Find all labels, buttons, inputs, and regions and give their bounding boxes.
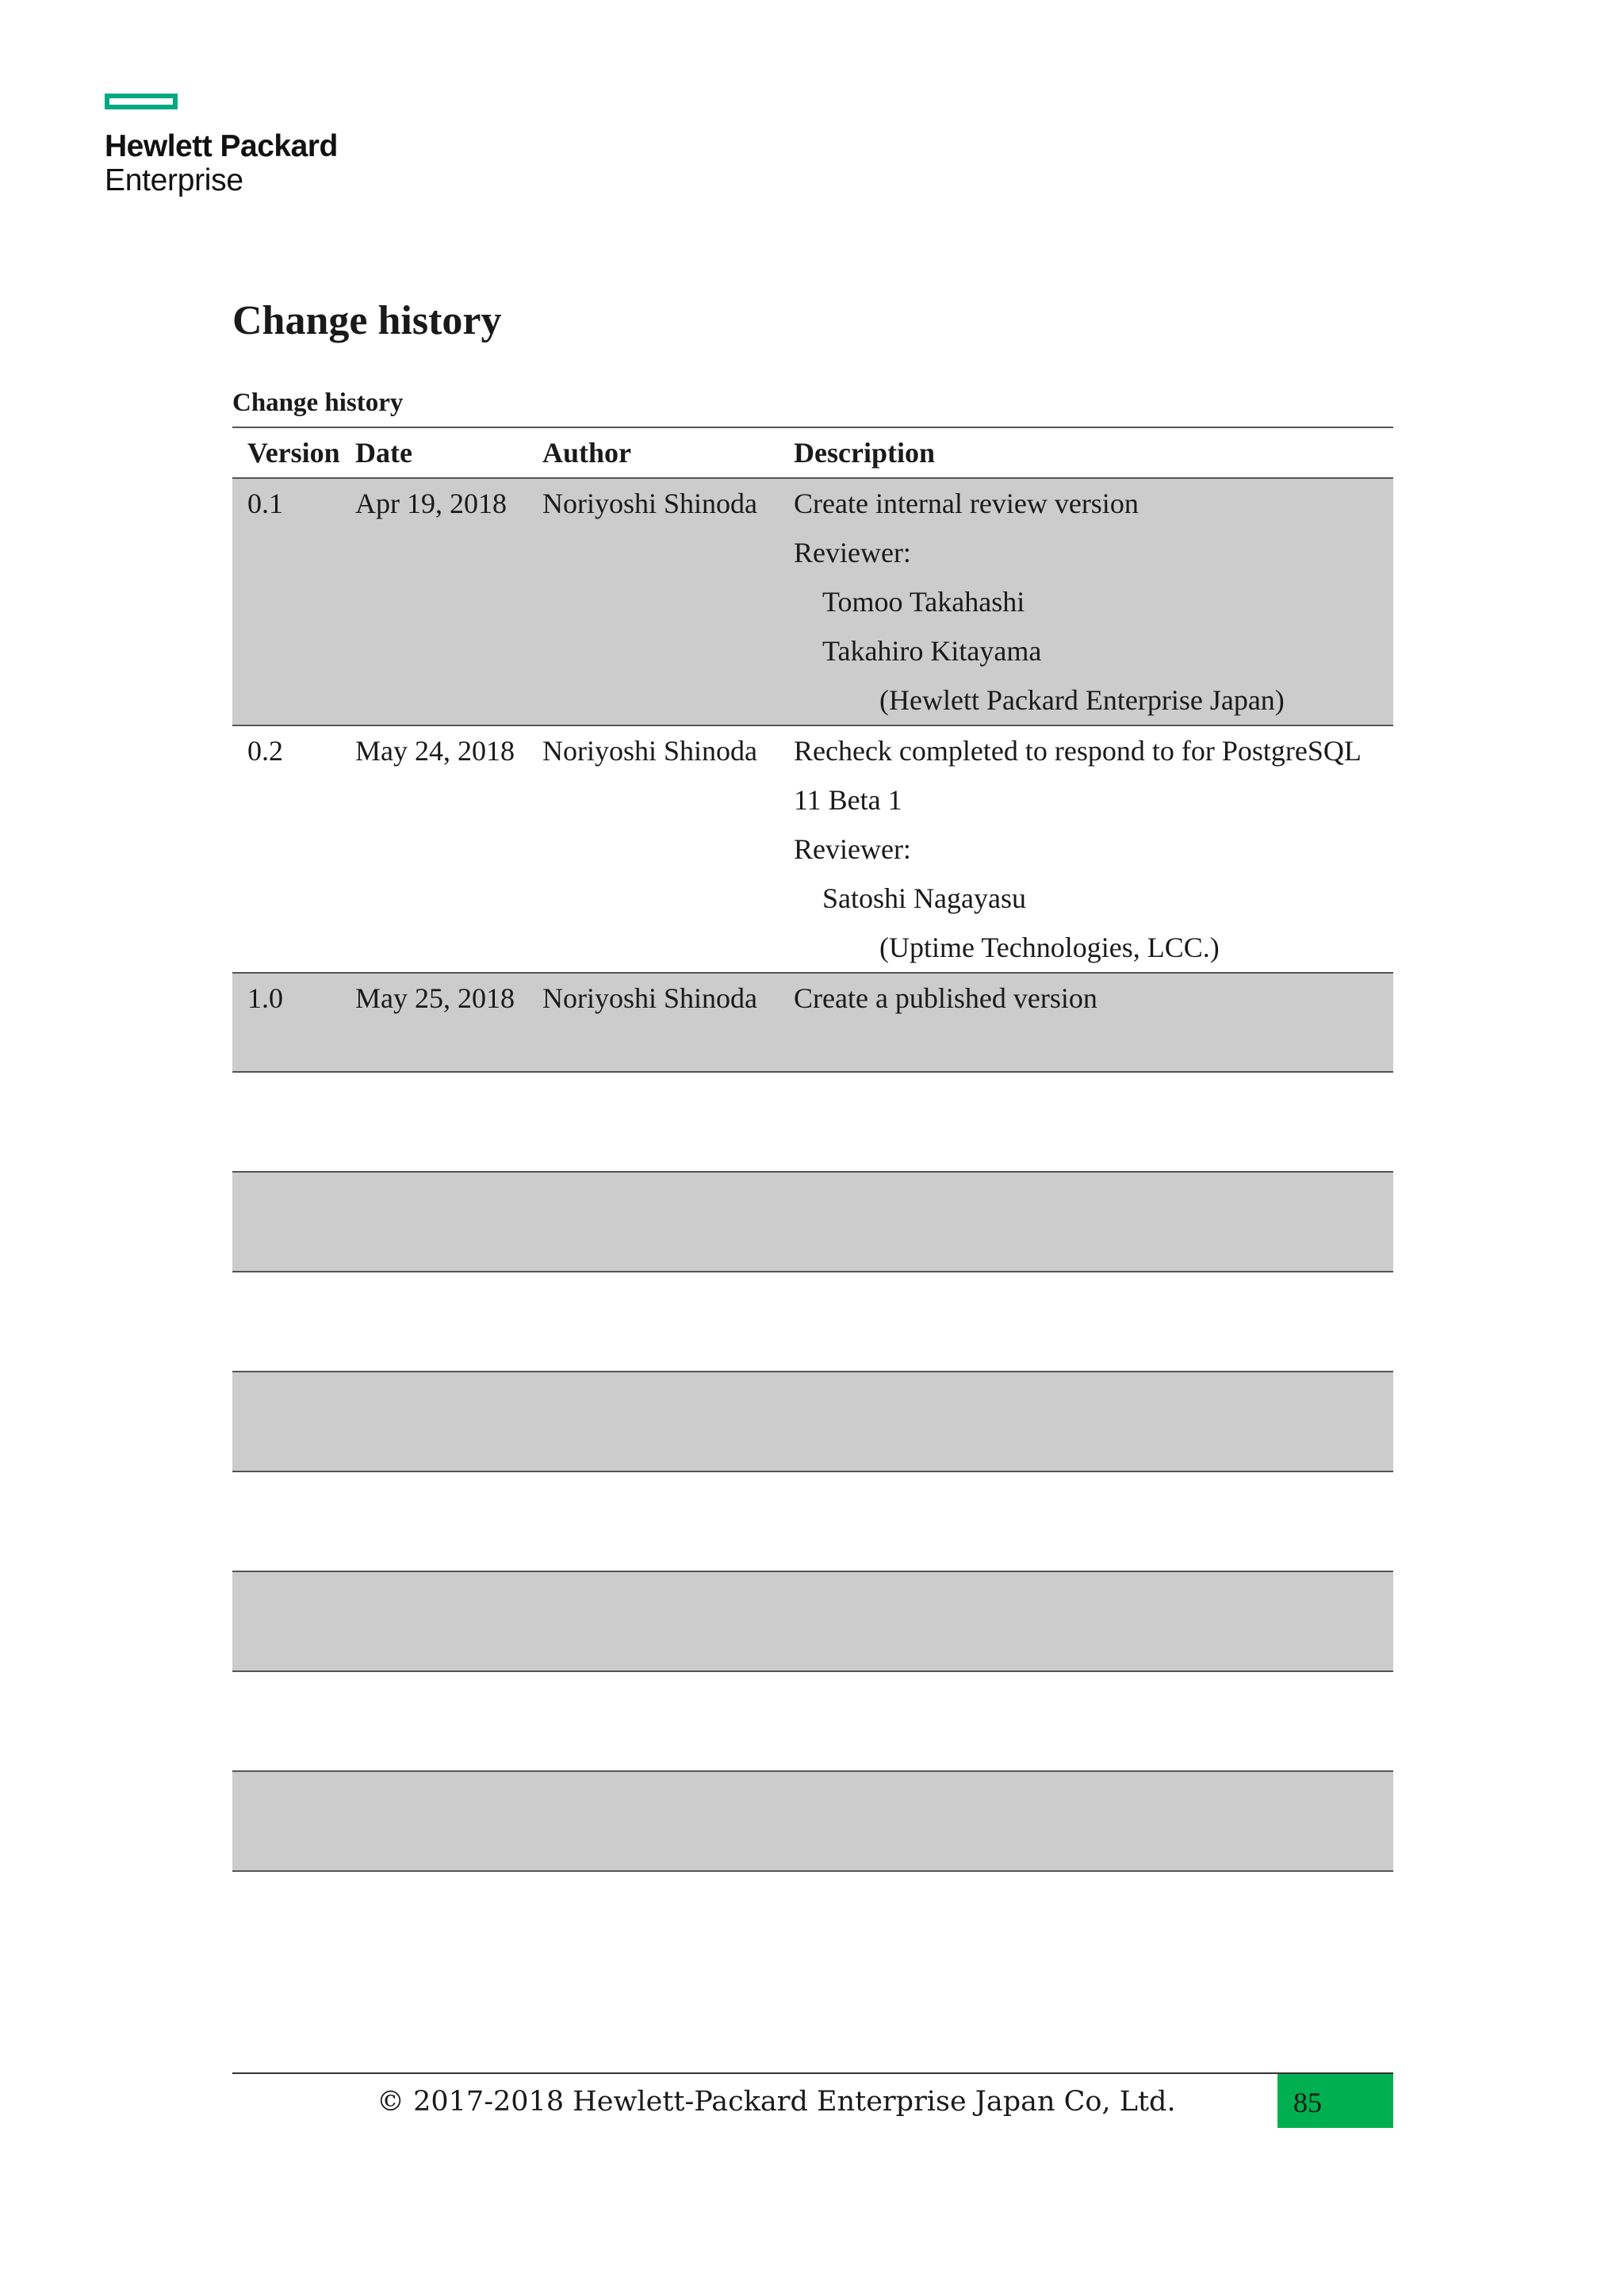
empty-table-row <box>232 1173 1393 1272</box>
description-line: Create a published version <box>794 982 1097 1014</box>
reviewer-name: Satoshi Nagayasu <box>822 882 1026 914</box>
hpe-logo <box>105 94 338 198</box>
change-history-table <box>232 427 1393 1872</box>
header-date: Date <box>355 437 412 469</box>
empty-table-row <box>232 1672 1393 1772</box>
hpe-logo-mark-icon <box>105 94 178 109</box>
reviewer-organization: (Uptime Technologies, LCC.) <box>879 932 1220 963</box>
header-author: Author <box>542 437 632 469</box>
cell-date: May 25, 2018 <box>355 982 515 1014</box>
cell-version: 0.2 <box>247 735 283 767</box>
header-version: Version <box>247 437 340 469</box>
table-row <box>232 726 1393 974</box>
cell-date: May 24, 2018 <box>355 735 515 767</box>
empty-table-row <box>232 1073 1393 1173</box>
empty-table-row <box>232 1572 1393 1672</box>
description-line: Reviewer: <box>794 833 911 865</box>
cell-author: Noriyoshi Shinoda <box>542 735 758 767</box>
reviewer-name: Tomoo Takahashi <box>822 586 1025 618</box>
description-line: Reviewer: <box>794 537 911 568</box>
empty-table-row <box>232 1772 1393 1872</box>
empty-table-row <box>232 1272 1393 1372</box>
reviewer-organization: (Hewlett Packard Enterprise Japan) <box>879 684 1285 716</box>
cell-description <box>794 479 1393 725</box>
logo-text-line2: Enterprise <box>105 163 243 197</box>
cell-author: Noriyoshi Shinoda <box>542 982 758 1014</box>
description-line: Create internal review version <box>794 488 1139 519</box>
footer-copyright: © 2017-2018 Hewlett-Packard Enterprise Japan Co, Ltd. <box>377 2086 1176 2118</box>
cell-author: Noriyoshi Shinoda <box>542 488 758 519</box>
empty-table-row <box>232 1472 1393 1572</box>
description-line: Recheck completed to respond to for PostgreSQL <box>794 735 1362 767</box>
table-header-row <box>232 428 1393 479</box>
table-row <box>232 974 1393 1073</box>
header-description: Description <box>794 437 935 469</box>
logo-text-line1: Hewlett Packard <box>105 129 338 163</box>
cell-description <box>794 974 1393 1071</box>
description-line: 11 Beta 1 <box>794 784 902 816</box>
empty-table-row <box>232 1372 1393 1472</box>
cell-version: 1.0 <box>247 982 283 1014</box>
reviewer-name: Takahiro Kitayama <box>822 635 1042 667</box>
table-caption: Change history <box>232 388 404 417</box>
cell-date: Apr 19, 2018 <box>355 488 507 519</box>
footer-divider <box>232 2072 1393 2074</box>
page-number: 85 <box>1277 2074 1393 2128</box>
page-title: Change history <box>232 298 502 343</box>
cell-version: 0.1 <box>247 488 283 519</box>
table-row <box>232 479 1393 726</box>
cell-description <box>794 726 1393 972</box>
